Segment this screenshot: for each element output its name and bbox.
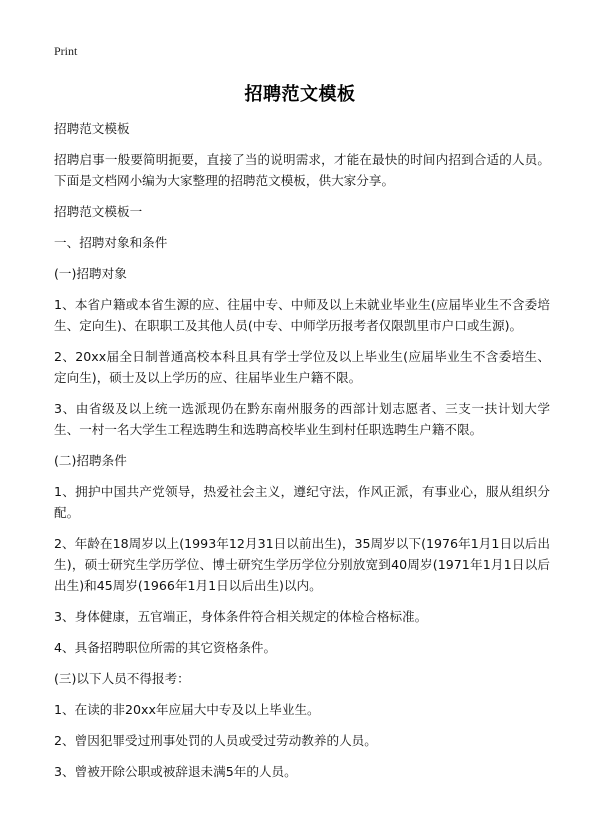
subsection-heading: (二)招聘条件 — [54, 453, 127, 468]
document-body — [54, 118, 550, 792]
section-heading: 招聘范文模板一 — [54, 204, 143, 219]
list-item: 3、身体健康，五官端正，身体条件符合相关规定的体检合格标准。 — [54, 609, 428, 624]
list-item: 3、曾被开除公职或被辞退未满5年的人员。 — [54, 764, 297, 779]
subsection-heading: (一)招聘对象 — [54, 266, 127, 281]
list-item: 2、20xx届全日制普通高校本科且具有学士学位及以上毕业生(应届毕业生不含委培生、定向生)，硕士及以上学历的应、往届毕业生户籍不限。 — [54, 349, 550, 385]
list-item: 2、年龄在18周岁以上(1993年12月31日以前出生)，35周岁以下(1976年1月1日以后出生)，硕士研究生学历学位、博士研究生学历学位分别放宽到40周岁(1971年1月1日以后出生)和45周岁(1966年1月1日以后出生)以内。 — [54, 536, 550, 593]
list-item: 1、拥护中国共产党领导，热爱社会主义，遵纪守法，作风正派，有事业心，服从组织分配。 — [54, 484, 550, 520]
list-item: 1、在读的非20xx年应届大中专及以上毕业生。 — [54, 702, 320, 717]
page-title: 招聘范文模板 — [244, 84, 356, 105]
list-item: 4、具备招聘职位所需的其它资格条件。 — [54, 640, 277, 655]
intro-paragraph: 招聘启事一般要简明扼要，直接了当的说明需求，才能在最快的时间内招到合适的人员。下面是文档网小编为大家整理的招聘范文模板，供大家分享。 — [54, 152, 550, 188]
list-item: 1、本省户籍或本省生源的应、往届中专、中师及以上未就业毕业生(应届毕业生不含委培生、定向生)、在职职工及其他人员(中专、中师学历报考者仅限凯里市户口或生源)。 — [54, 297, 550, 333]
list-item: 2、曾因犯罪受过刑事处罚的人员或受过劳动教养的人员。 — [54, 733, 377, 748]
subsection-heading: (三)以下人员不得报考： — [54, 671, 190, 686]
section-heading: 一、招聘对象和条件 — [54, 235, 168, 250]
print-label: Print — [54, 44, 78, 58]
list-item: 3、由省级及以上统一选派现仍在黔东南州服务的西部计划志愿者、三支一扶计划大学生、一村一名大学生工程选聘生和选聘高校毕业生到村任职选聘生户籍不限。 — [54, 401, 550, 437]
subtitle-paragraph: 招聘范文模板 — [54, 121, 130, 136]
